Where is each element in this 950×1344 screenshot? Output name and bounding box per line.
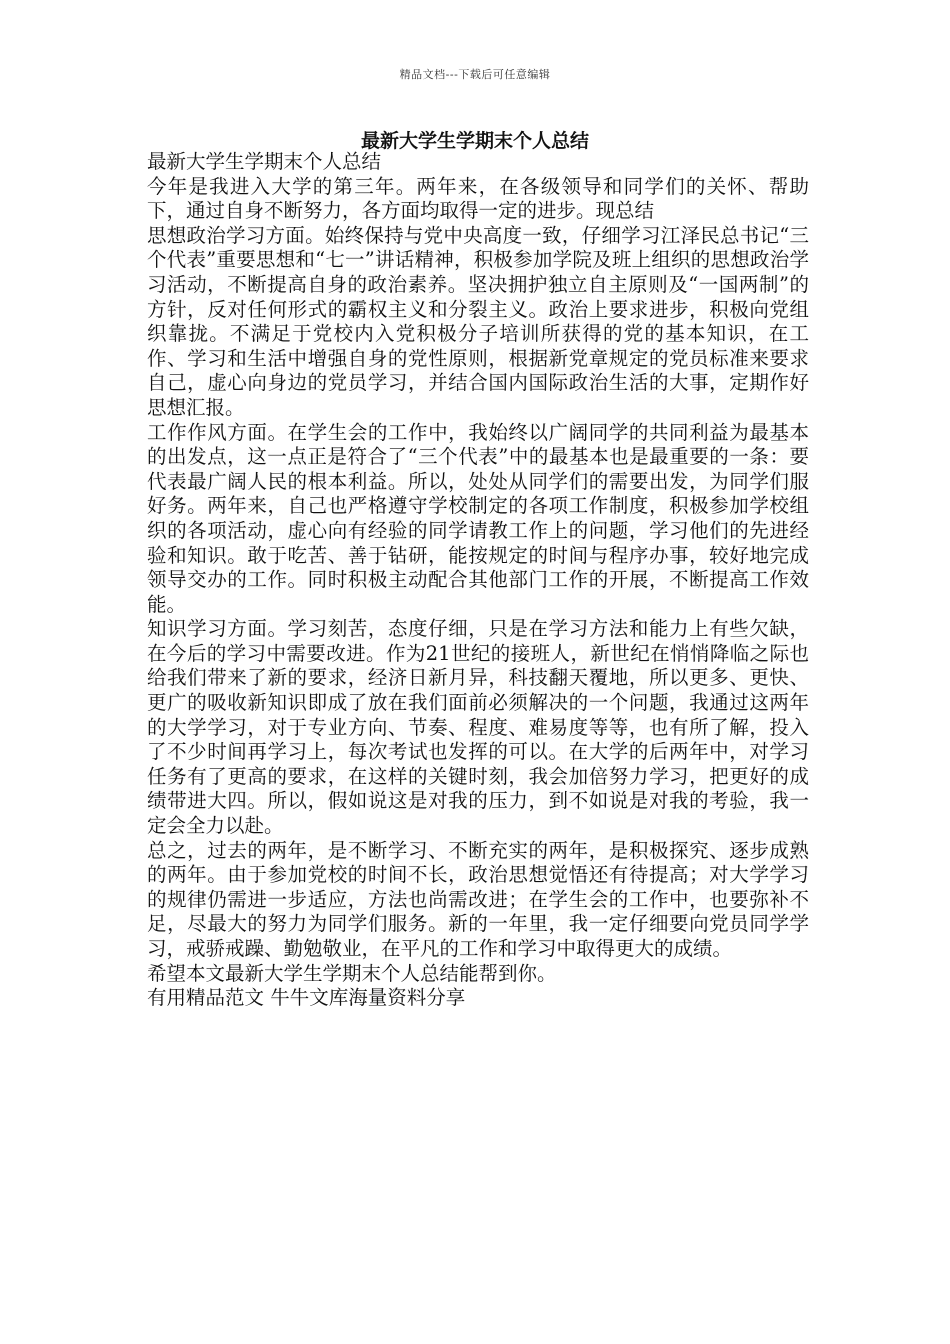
- paragraph-footer-ad: 有用精品范文 牛牛文库海量资料分享: [147, 986, 466, 1010]
- paragraph-political-study: 思想政治学习方面。始终保持与党中央高度一致，仔细学习江泽民总书记“三个代表”重要思想和“七一”讲话精神，积极参加学院及班上组织的思想政治学习活动，不断提高自身的政治素养。坚决拥护独立自主原则及“一国两制”的方针，反对任何形式的霸权主义和分裂主义。政治上要求进步，积极向党组织靠拢。不满足于党校内入党积极分子培训所获得的党的基本知识，在工作、学习和生活中增强自身的党性原则，根据新党章规定的党员标准来要求自己，虚心向身边的党员学习，并结合国内国际政治生活的大事，定期作好思想汇报。: [147, 223, 809, 419]
- paragraph-knowledge-study: 知识学习方面。学习刻苦，态度仔细，只是在学习方法和能力上有些欠缺，在今后的学习中需要改进。作为21世纪的接班人，新世纪在悄悄降临之际也给我们带来了新的要求，经济日新月异，科技翻天覆地，所以更多、更快、更广的吸收新知识即成了放在我们面前必须解决的一个问题，我通过这两年的大学学习，对于专业方向、节奏、程度、难易度等等，也有所了解，投入了不少时间再学习上，每次考试也发挥的可以。在大学的后两年中，对学习任务有了更高的要求，在这样的关键时刻，我会加倍努力学习，把更好的成绩带进大四。所以，假如说这是对我的压力，到不如说是对我的考验，我一定会全力以赴。: [147, 617, 809, 838]
- paragraph-subtitle: 最新大学生学期末个人总结: [147, 150, 382, 173]
- document-title: 最新大学生学期末个人总结: [360, 130, 589, 152]
- paragraph-work-style: 工作作风方面。在学生会的工作中，我始终以广阔同学的共同利益为最基本的出发点，这一点正是符合了“三个代表”中的最基本也是最重要的一条：要代表最广阔人民的根本利益。所以，处处从同学们的需要出发，为同学们服好务。两年来，自己也严格遵守学校制定的各项工作制度，积极参加学校组织的各项活动，虚心向有经验的同学请教工作上的问题，学习他们的先进经验和知识。敢于吃苦、善于钻研，能按规定的时间与程序办事，较好地完成领导交办的工作。同时积极主动配合其他部门工作的开展，不断提高工作效能。: [147, 420, 809, 616]
- header-note: 精品文档---下载后可任意编辑: [399, 68, 551, 81]
- paragraph-closing: 希望本文最新大学生学期末个人总结能帮到你。: [147, 961, 557, 985]
- paragraph-conclusion: 总之，过去的两年，是不断学习、不断充实的两年，是积极探究、逐步成熟的两年。由于参加党校的时间不长，政治思想觉悟还有待提高；对大学学习的规律仍需进一步适应，方法也尚需改进；在学生会的工作中，也要弥补不足，尽最大的努力为同学们服务。新的一年里，我一定仔细要向党员同学学习，戒骄戒躁、勤勉敬业，在平凡的工作和学习中取得更大的成绩。: [147, 838, 809, 960]
- paragraph-intro: 今年是我进入大学的第三年。两年来，在各级领导和同学们的关怀、帮助下，通过自身不断努力，各方面均取得一定的进步。现总结: [147, 174, 809, 223]
- document-body: [147, 150, 809, 1011]
